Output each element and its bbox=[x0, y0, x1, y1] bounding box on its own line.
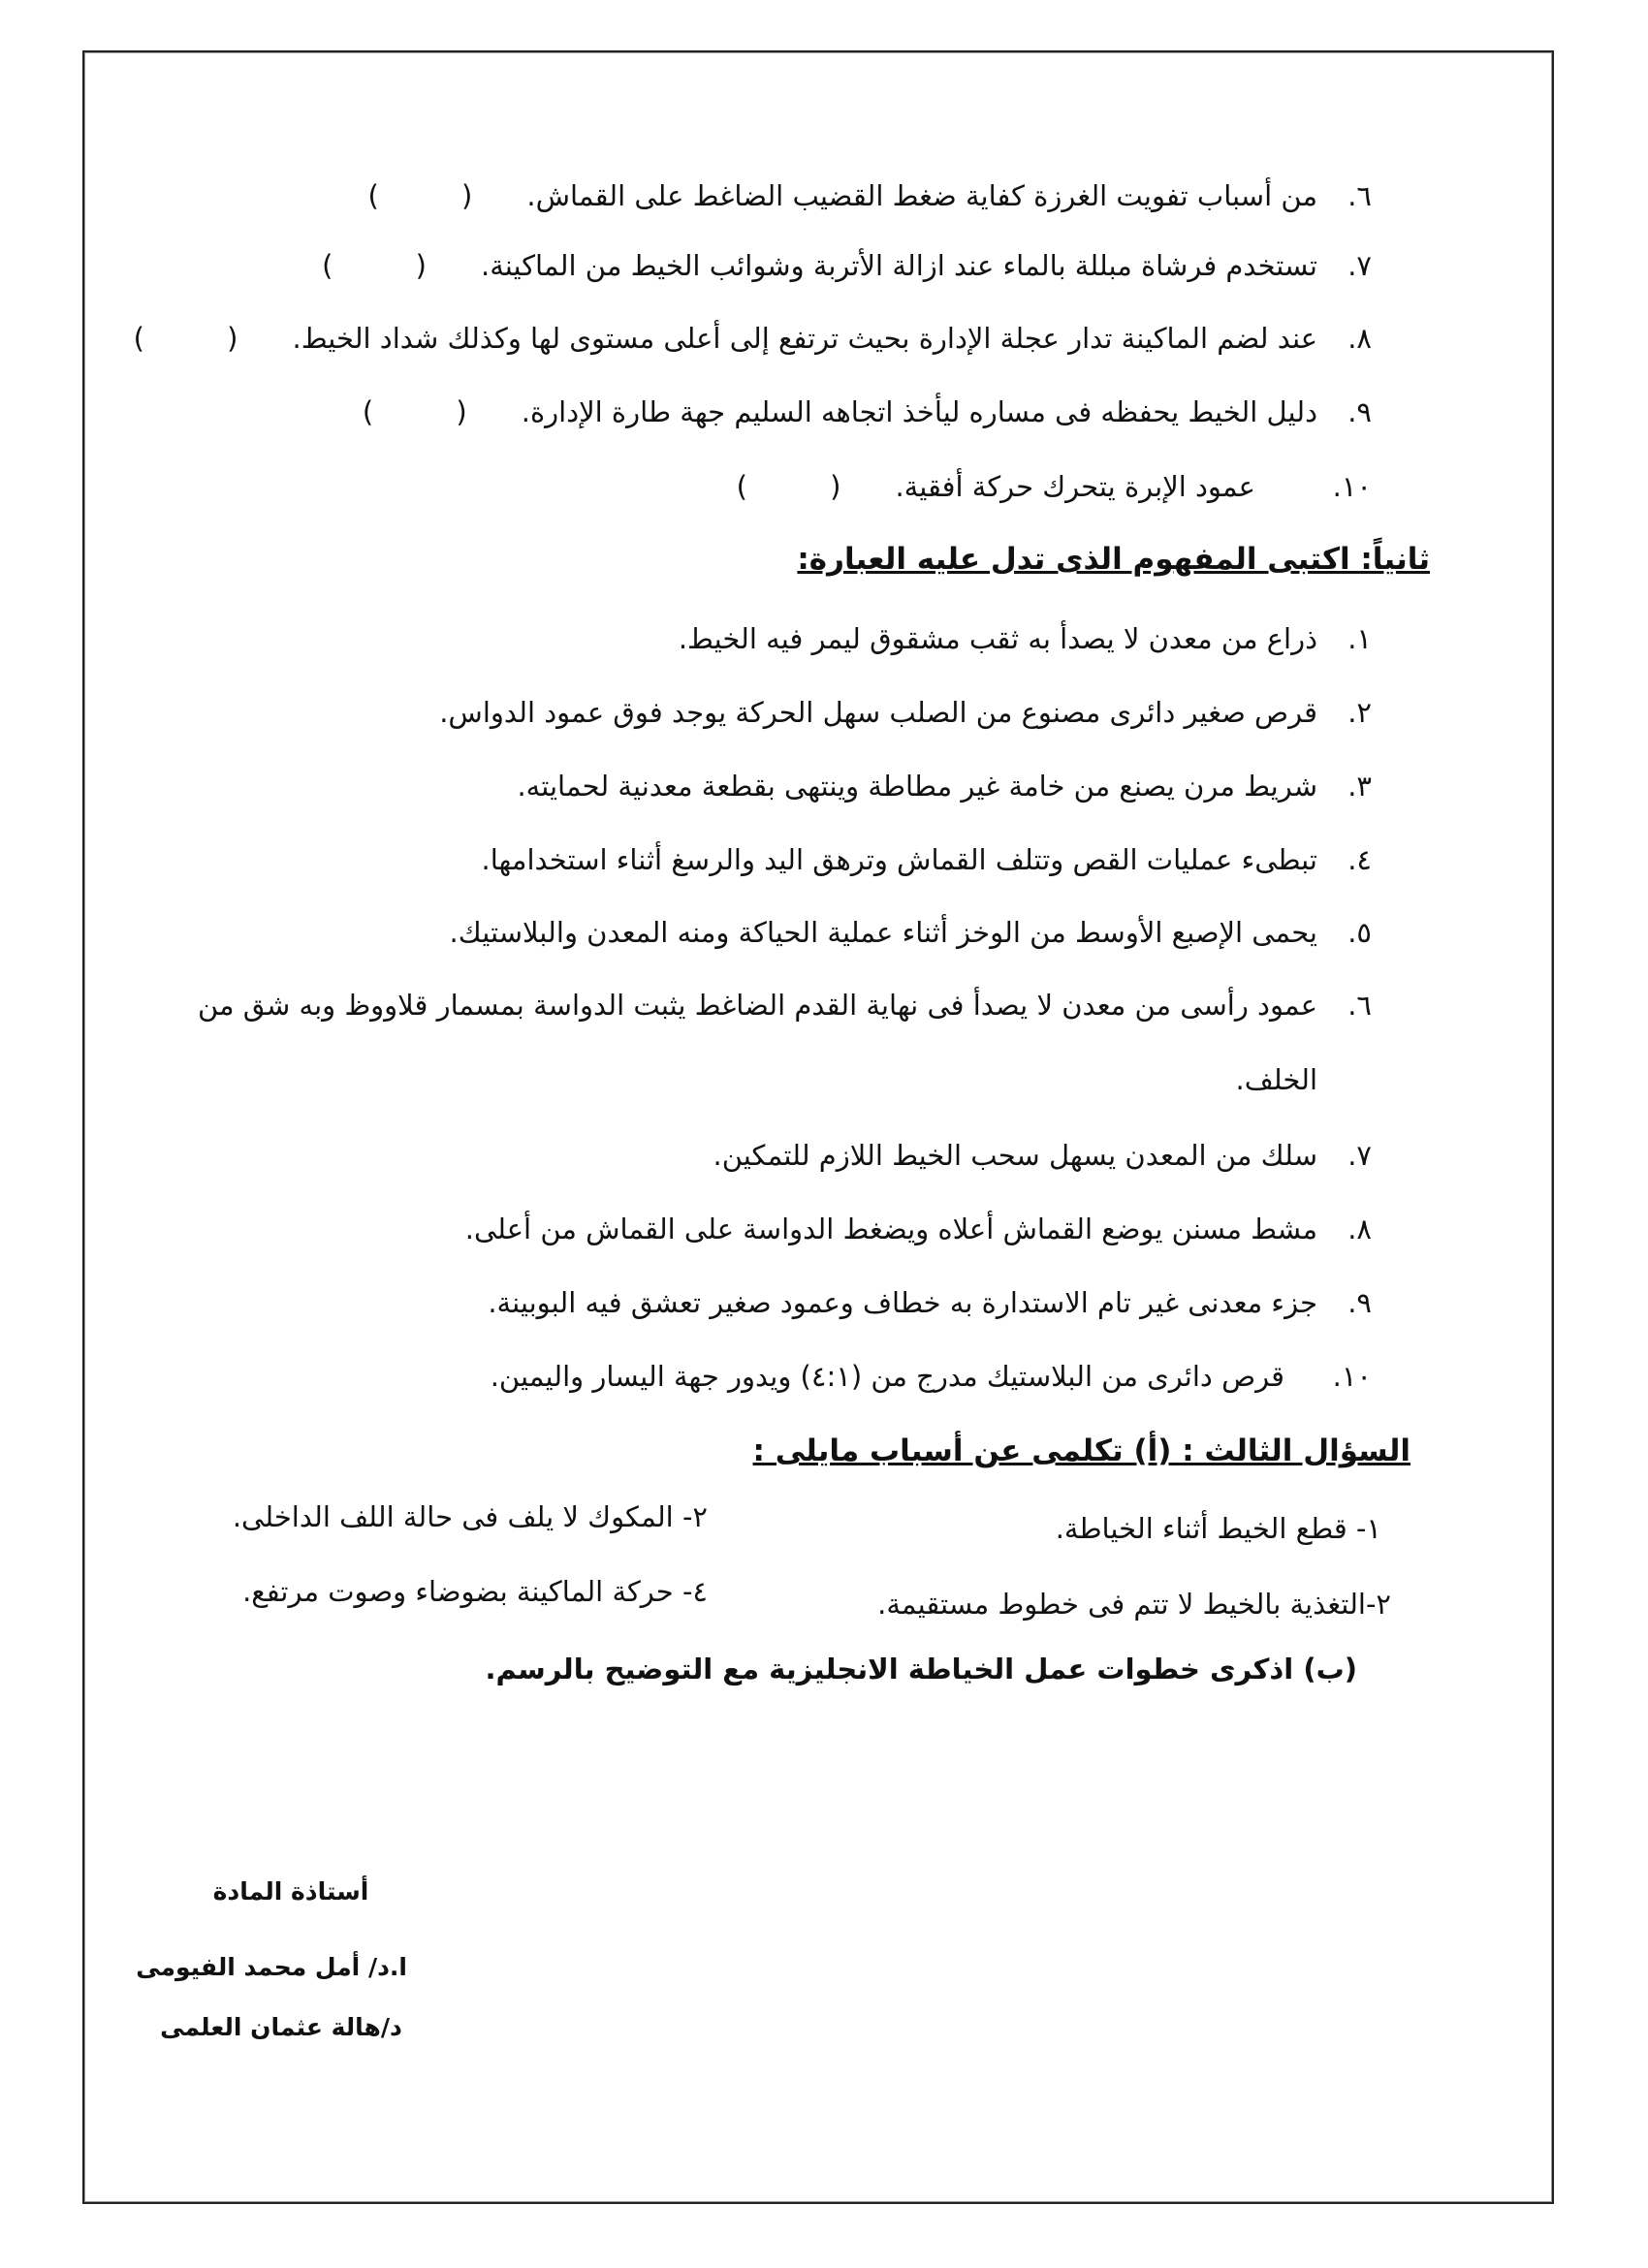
tf-item-8 bbox=[134, 317, 1372, 360]
item-number: ٢. bbox=[1347, 696, 1372, 729]
item-number: ٤. bbox=[1347, 843, 1372, 876]
concept-item-2 bbox=[439, 691, 1372, 734]
concept-item-5 bbox=[450, 911, 1372, 954]
cause-item-2: ٢- المكوك لا يلف فى حالة اللف الداخلى. bbox=[232, 1500, 708, 1533]
item-text: عمود الإبرة يتحرك حركة أفقية. bbox=[895, 470, 1255, 503]
signature-name-1: ا.د/ أمل محمد الفيومى bbox=[136, 1953, 407, 1981]
signature-name-2: د/هالة عثمان العلمى bbox=[160, 2013, 402, 2041]
section-heading-part3: السؤال الثالث : (أ) تكلمى عن أسباب مايلى : bbox=[752, 1433, 1410, 1468]
concept-item-6-continuation: الخلف. bbox=[1235, 1063, 1317, 1096]
item-text: قرص صغير دائرى مصنوع من الصلب سهل الحركة يوجد فوق عمود الدواس. bbox=[439, 696, 1317, 729]
item-number: ١٠. bbox=[1332, 1360, 1372, 1393]
item-number: ١٠. bbox=[1332, 470, 1372, 503]
item-text: قرص دائرى من البلاستيك مدرج من (٤:١) ويدور جهة اليسار واليمين. bbox=[490, 1360, 1284, 1393]
answer-parentheses[interactable]: ( ) bbox=[322, 249, 463, 282]
item-number: ٣. bbox=[1347, 770, 1372, 803]
concept-item-4 bbox=[481, 838, 1372, 881]
concept-item-3 bbox=[517, 765, 1372, 807]
item-text: يحمى الإصبع الأوسط من الوخز أثناء عملية الحياكة ومنه المعدن والبلاستيك. bbox=[449, 916, 1317, 949]
item-number: ٦. bbox=[1347, 989, 1372, 1022]
item-text: عند لضم الماكينة تدار عجلة الإدارة بحيث ترتفع إلى أعلى مستوى لها وكذلك شداد الخيط. bbox=[292, 322, 1317, 355]
item-number: ٦. bbox=[1347, 179, 1372, 212]
item-text: عمود رأسى من معدن لا يصدأ فى نهاية القدم الضاغط يثبت الدواسة بمسمار قلاووظ وبه شق من bbox=[197, 989, 1317, 1022]
tf-item-7 bbox=[322, 244, 1372, 287]
item-number: ٥. bbox=[1347, 916, 1372, 949]
answer-parentheses[interactable]: ( ) bbox=[133, 322, 275, 355]
item-number: ٩. bbox=[1347, 1286, 1372, 1319]
item-text: من أسباب تفويت الغرزة كفاية ضغط القضيب الضاغط على القماش. bbox=[526, 179, 1317, 212]
item-number: ١. bbox=[1347, 622, 1372, 655]
cause-item-4: ٤- حركة الماكينة بضوضاء وصوت مرتفع. bbox=[242, 1575, 708, 1608]
tf-item-9 bbox=[363, 391, 1372, 433]
item-text: تستخدم فرشاة مبللة بالماء عند ازالة الأتربة وشوائب الخيط من الماكينة. bbox=[480, 249, 1317, 282]
question-b: (ب) اذكرى خطوات عمل الخياطة الانجليزية مع التوضيح بالرسم. bbox=[485, 1653, 1357, 1685]
concept-item-8 bbox=[465, 1208, 1372, 1250]
item-text: جزء معدنى غير تام الاستدارة به خطاف وعمود صغير تعشق فيه البوبينة. bbox=[488, 1286, 1317, 1319]
item-text: شريط مرن يصنع من خامة غير مطاطة وينتهى بقطعة معدنية لحمايته. bbox=[517, 770, 1317, 803]
item-text: مشط مسنن يوضع القماش أعلاه ويضغط الدواسة على القماش من أعلى. bbox=[464, 1213, 1317, 1245]
tf-item-6 bbox=[368, 174, 1372, 217]
concept-item-10 bbox=[491, 1355, 1372, 1398]
cause-item-3: ٢-التغذية بالخيط لا تتم فى خطوط مستقيمة. bbox=[877, 1588, 1391, 1621]
cause-item-1: ١- قطع الخيط أثناء الخياطة. bbox=[1055, 1512, 1381, 1545]
answer-parentheses[interactable]: ( ) bbox=[362, 395, 504, 428]
signature-title: أستاذة المادة bbox=[212, 1877, 369, 1906]
item-number: ٧. bbox=[1347, 249, 1372, 282]
item-number: ٨. bbox=[1347, 322, 1372, 355]
item-text: سلك من المعدن يسهل سحب الخيط اللازم للتمكين. bbox=[713, 1139, 1317, 1172]
section-heading-part2: ثانياً: اكتبى المفهوم الذى تدل عليه العبارة: bbox=[797, 542, 1430, 577]
item-text: دليل الخيط يحفظه فى مساره ليأخذ اتجاهه السليم جهة طارة الإدارة. bbox=[521, 395, 1317, 428]
concept-item-9 bbox=[488, 1281, 1372, 1324]
item-number: ٩. bbox=[1347, 395, 1372, 428]
concept-item-6 bbox=[198, 984, 1372, 1026]
tf-item-10 bbox=[737, 465, 1372, 508]
concept-item-1 bbox=[679, 617, 1372, 660]
answer-parentheses[interactable]: ( ) bbox=[367, 179, 510, 212]
item-text: تبطىء عمليات القص وتتلف القماش وترهق اليد والرسغ أثناء استخدامها. bbox=[481, 843, 1317, 876]
item-number: ٧. bbox=[1347, 1139, 1372, 1172]
concept-item-7 bbox=[713, 1134, 1372, 1177]
item-text: ذراع من معدن لا يصدأ به ثقب مشقوق ليمر فيه الخيط. bbox=[678, 622, 1317, 655]
answer-parentheses[interactable]: ( ) bbox=[736, 470, 878, 503]
item-number: ٨. bbox=[1347, 1213, 1372, 1245]
